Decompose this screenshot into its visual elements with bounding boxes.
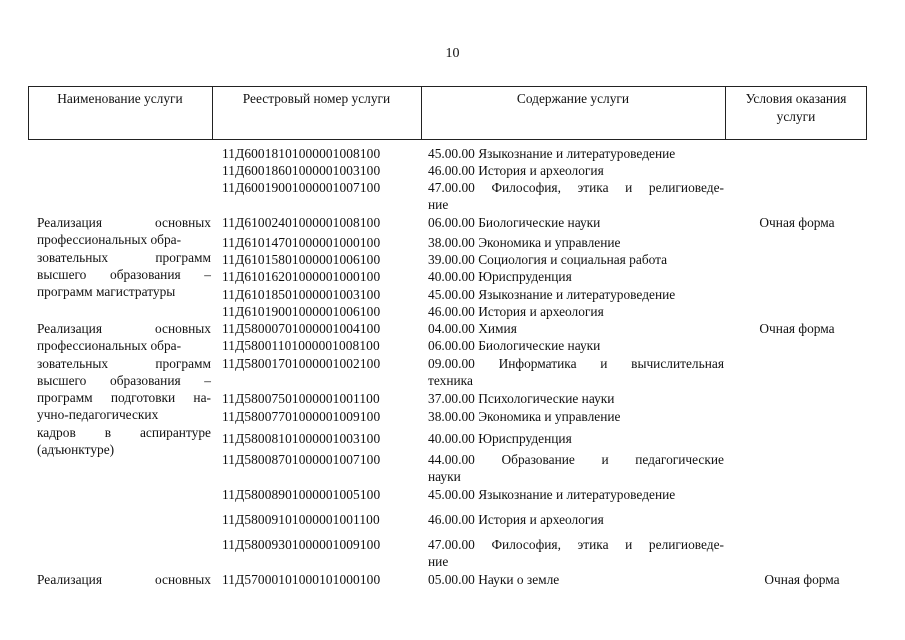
registry-number: 11Д58001701000001002100 [222,356,381,371]
service-content-cont: ние [428,197,449,212]
service-content-cont: науки [428,469,461,484]
registry-number: 11Д60018101000001008100 [222,146,381,161]
service-content: 09.00.00 Информатика и вычислительная [428,356,724,371]
registry-number: 11Д61014701000001000100 [222,235,381,250]
service-content-cont: техника [428,373,473,388]
name-word: основных [154,321,211,336]
service-content: 45.00.00 Языкознание и литературоведение [428,146,676,161]
service-content: 06.00.00 Биологические науки [428,338,601,353]
service-content: 05.00.00 Науки о земле [428,572,560,587]
registry-number: 11Д58009101000001001100 [222,512,380,527]
name-line: учно-педагогических [37,407,159,423]
name-line: зовательных программ [37,249,211,265]
registry-number: 11Д61015801000001006100 [222,252,381,267]
service-condition: Очная форма [759,321,835,336]
registry-number: 11Д61019001000001006100 [222,304,381,319]
header-conditions-line: услуги [776,109,816,124]
service-content: 39.00.00 Социология и социальная работа [428,252,668,267]
name-line: высшего образования – [37,266,211,282]
registry-number: 11Д60019001000001007100 [222,180,381,195]
service-content: 46.00.00 История и археология [428,512,604,527]
service-name-last [37,571,211,588]
name-word: аспирантуре [139,424,211,440]
registry-number: 11Д61002401000001008100 [222,215,381,230]
registry-number: 11Д61018501000001003100 [222,287,381,302]
name-word: кадров [37,424,76,440]
name-word: в [104,424,112,440]
service-content: 45.00.00 Языкознание и литературоведение [428,287,676,302]
service-content: 37.00.00 Психологические науки [428,391,615,406]
service-content: 38.00.00 Экономика и управление [428,409,621,424]
name-word: Реализация [37,321,103,336]
name-word: Реализация [37,215,103,230]
registry-number: 11Д61016201000001000100 [222,269,381,284]
header-conditions [725,90,867,126]
registry-number: 11Д58007501000001001100 [222,391,380,406]
service-content: 47.00.00 Философия, этика и религиоведе- [428,537,724,552]
service-content-cont: ние [428,554,449,569]
name-word: основных [154,572,211,587]
name-line: (адъюнктуре) [37,442,115,458]
service-content: 46.00.00 История и археология [428,163,604,178]
registry-number: 11Д58000701000001004100 [222,321,381,336]
header-content: Содержание услуги [516,91,630,106]
registry-number: 11Д58008101000001003100 [222,431,381,446]
name-line: профессиональных обра- [37,232,182,248]
service-name-aspirantura [37,320,211,458]
service-condition: Очная форма [764,572,840,587]
service-content: 40.00.00 Юриспруденция [428,431,572,446]
service-condition: Очная форма [759,215,835,230]
service-content: 38.00.00 Экономика и управление [428,235,621,250]
registry-number: 11Д60018601000001003100 [222,163,381,178]
name-word: программ [155,355,211,371]
service-content: 45.00.00 Языкознание и литературоведение [428,487,676,502]
service-content: 40.00.00 Юриспруденция [428,269,572,284]
name-line: программ подготовки на- [37,390,211,406]
registry-number: 11Д57000101000101000100 [222,572,381,587]
service-name-magistracy [37,214,211,300]
service-content: 06.00.00 Биологические науки [428,215,601,230]
header-name: Наименование услуги [57,91,183,106]
name-word: Реализация [37,572,103,587]
name-line: профессиональных обра- [37,338,182,354]
service-content: 47.00.00 Философия, этика и религиоведе- [428,180,724,195]
page-number: 10 [445,46,460,61]
header-conditions-line: Условия оказания [745,91,847,106]
registry-number: 11Д58007701000001009100 [222,409,381,424]
registry-number: 11Д58009301000001009100 [222,537,381,552]
header-registry: Реестровый номер услуги [242,91,391,106]
name-word: зовательных [37,355,109,371]
name-word: основных [154,215,211,230]
name-line: программ магистратуры [37,284,176,300]
service-content: 04.00.00 Химия [428,321,517,336]
service-content: 44.00.00 Образование и педагогические [428,452,724,467]
registry-number: 11Д58008901000001005100 [222,487,381,502]
registry-number: 11Д58008701000001007100 [222,452,381,467]
registry-number: 11Д58001101000001008100 [222,338,380,353]
name-line: высшего образования – [37,372,211,388]
service-content: 46.00.00 История и археология [428,304,604,319]
